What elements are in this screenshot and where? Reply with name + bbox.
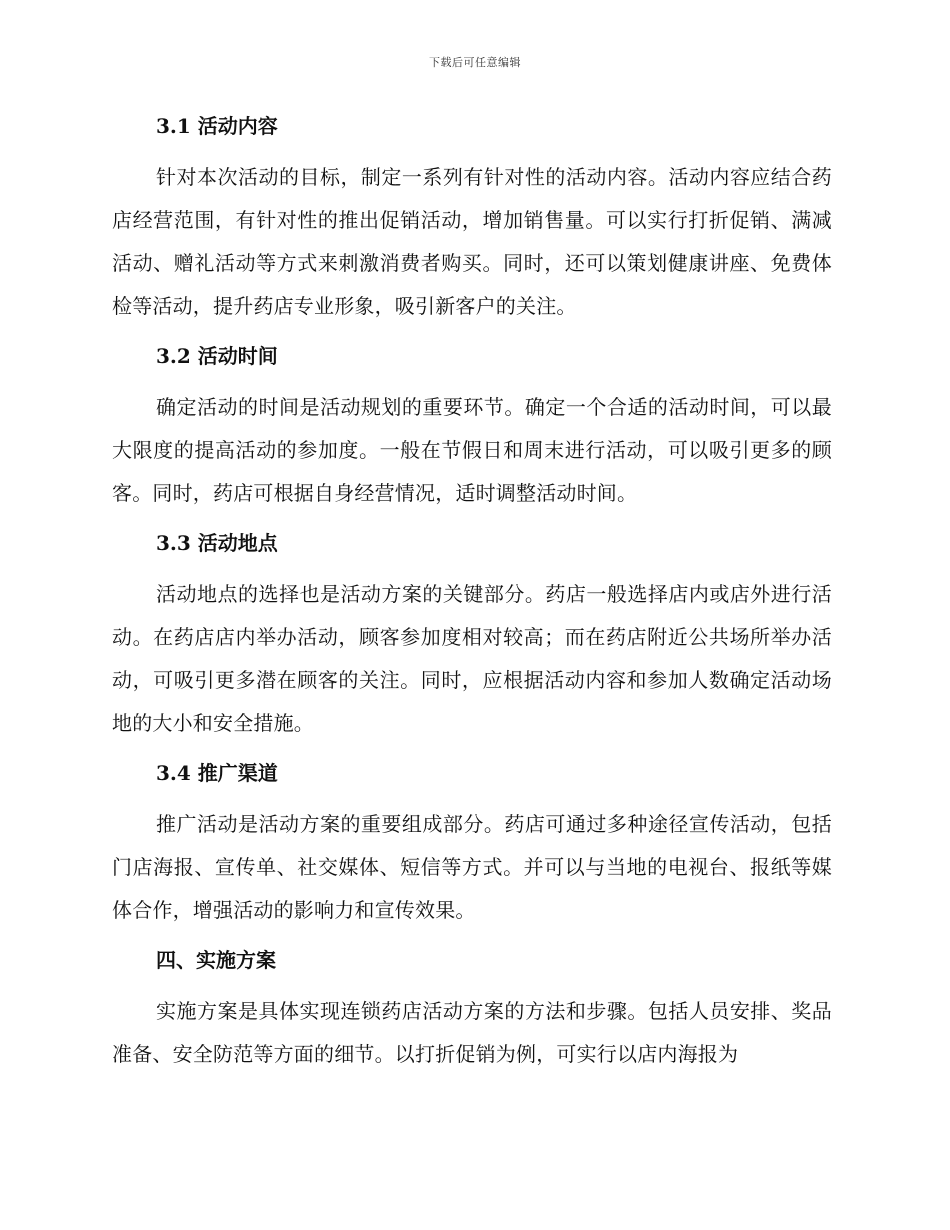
page-header: 下载后可任意编辑 <box>429 56 521 69</box>
section-heading-3-2: 3.2 活动时间 <box>156 344 278 368</box>
section-heading-3-3: 3.3 活动地点 <box>156 531 278 555</box>
section-heading-4: 四、实施方案 <box>156 948 276 972</box>
section-heading-3-4: 3.4 推广渠道 <box>156 761 278 785</box>
document-body <box>112 106 832 1084</box>
section-paragraph-3-3: 活动地点的选择也是活动方案的关键部分。药店一般选择店内或店外进行活动。在药店店内举办活动，顾客参加度相对较高；而在药店附近公共场所举办活动，可吸引更多潜在顾客的关注。同时，应根据活动内容和参加人数确定活动场地的大小和安全措施。 <box>112 582 832 735</box>
section-paragraph-4: 实施方案是具体实现连锁药店活动方案的方法和步骤。包括人员安排、奖品准备、安全防范等方面的细节。以打折促销为例，可实行以店内海报为 <box>112 999 832 1066</box>
section-paragraph-3-1: 针对本次活动的目标，制定一系列有针对性的活动内容。活动内容应结合药店经营范围，有针对性的推出促销活动，增加销售量。可以实行打折促销、满减活动、赠礼活动等方式来刺激消费者购买。同时，还可以策划健康讲座、免费体检等活动，提升药店专业形象，吸引新客户的关注。 <box>112 165 832 318</box>
section-heading-3-1: 3.1 活动内容 <box>156 114 278 138</box>
section-paragraph-3-4: 推广活动是活动方案的重要组成部分。药店可通过多种途径宣传活动，包括门店海报、宣传单、社交媒体、短信等方式。并可以与当地的电视台、报纸等媒体合作，增强活动的影响力和宣传效果。 <box>112 812 832 922</box>
section-paragraph-3-2: 确定活动的时间是活动规划的重要环节。确定一个合适的活动时间，可以最大限度的提高活动的参加度。一般在节假日和周末进行活动，可以吸引更多的顾客。同时，药店可根据自身经营情况，适时调整活动时间。 <box>112 395 832 505</box>
